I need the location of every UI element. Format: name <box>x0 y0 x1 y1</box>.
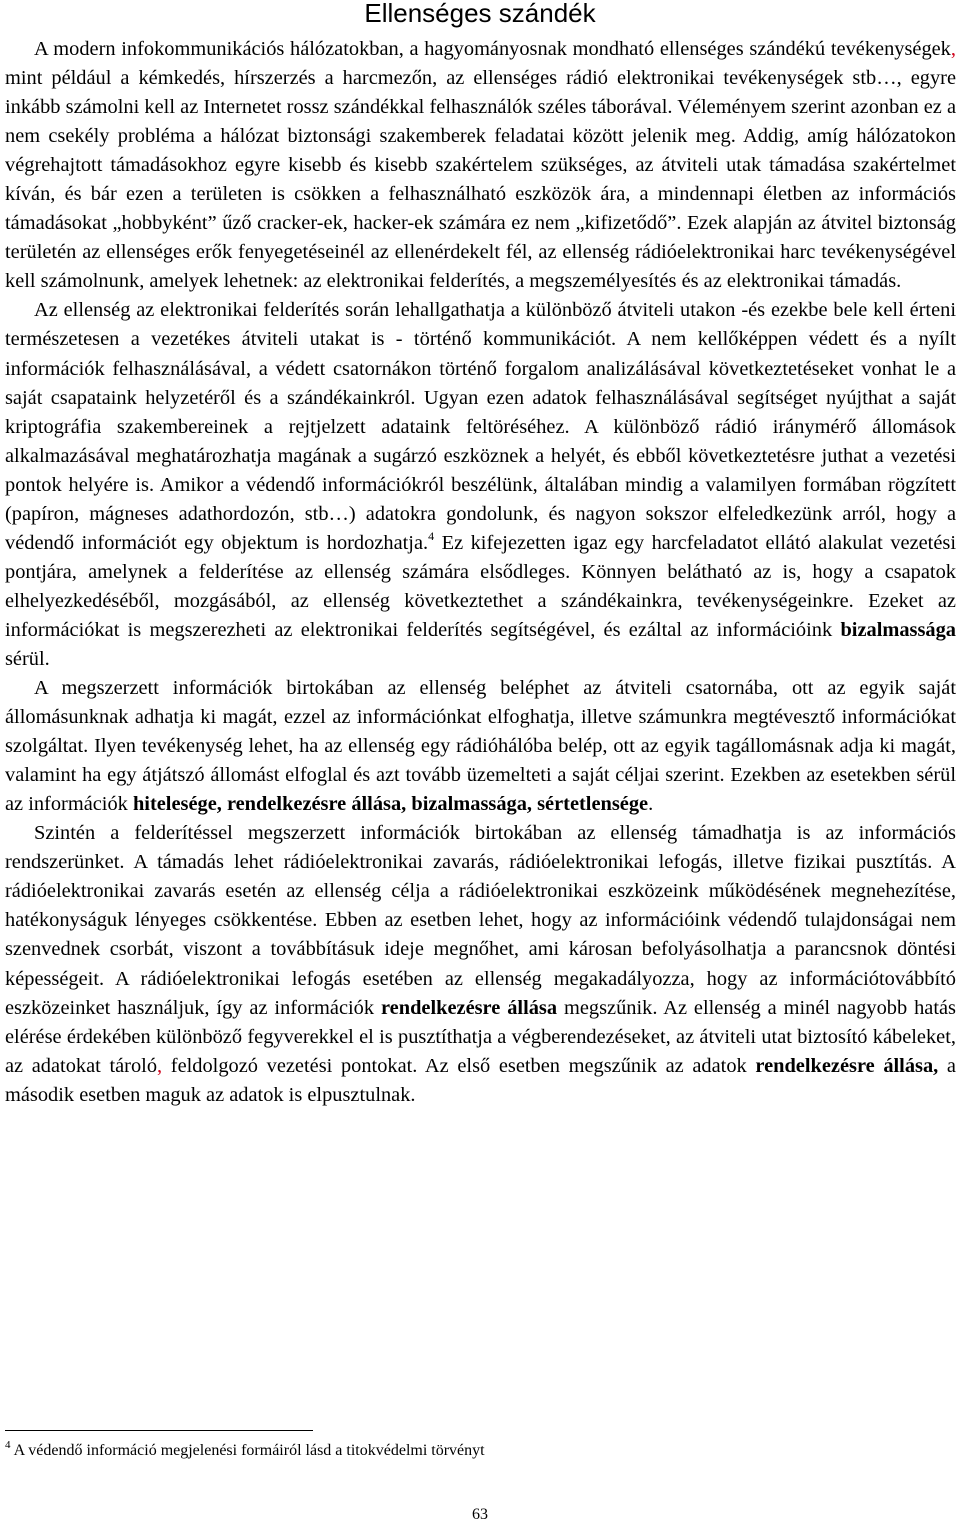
text-run: mint például a kémkedés, hírszerzés a harcmezőn, az ellenséges rádió elektronikai tevékenységek stb…, egyre inkább számolni kell az Internetet rossz szándékkal felhasználók széles táborával. Véleményem szerint azonban ez a nem csekély probléma a hálózat biztonsági szakemberek feladatai között jelenik meg. Addig, amíg hálózatokon végrehajtott támadásokhoz egyre kisebb és kisebb szakértelem szükséges, az átviteli utak támadása szakértelmet kíván, és bár ezen a területen is csökken a felhasználható eszközök ára, a mindennapi életben az információs támadásokat „hobbyként” űző cracker-ek, hacker-ek számára ez nem „kifizetődő”. Ezek alapján az átvitel biztonság területén az ellenséges erők fenyegetéseinél az ellenérdekelt fél, az ellenség rádióelektronikai harc tevékenységével kell számolnunk, amelyek lehetnek: az elektronikai felderítés, a megszemélyesítés és az elektronikai támadás. <box>5 67 956 293</box>
footnote-mark: 4 <box>5 1439 11 1451</box>
red-comma: , <box>157 1054 163 1077</box>
body-text <box>5 35 956 1110</box>
red-comma: , <box>950 38 956 60</box>
bold-term: hitelesége, rendelkezésre állása, bizalmassága, sértetlensége <box>132 793 649 816</box>
paragraph-4 <box>5 819 956 1109</box>
footnote <box>5 1440 945 1462</box>
footnote-text: A védendő információ megjelenési formáiról lásd a titokvédelmi törvényt <box>10 1442 485 1459</box>
bold-term: bizalmassága <box>840 618 956 641</box>
page-title: Ellenséges szándék <box>364 0 596 28</box>
text-run: Az ellenség az elektronikai felderítés során lehallgathatja a különböző átviteli utakon -és ezekbe bele kell érteni természetesen a vezetékes átviteli utakat is - történő kommunikációt. A nem kellőképpen védett és a nyílt információk felhasználásával, a védett csatornákon történő forgalom analizálásával következtetéseket vonhat le a saját csapataink helyzetéről és a szándékainkról. Ugyan ezen adatok felhasználásával segítséget nyújthat a saját kriptográfia szakembereinek a rejtjelzett adataink feltöréséhez. A különböző rádió iránymérő állomások alkalmazásával meghatározhatja magának a sugárzó eszköznek a helyét, és ebből következtetésre juthat a vezetési pontok helyére is. Amikor a védendő információkról beszélünk, általában mindig a valamilyen formában rögzített (papíron, mágneses adathordozón, stb…) adatokra gondolunk, és nagyon sokszor elfeledkezünk arról, hogy a védendő információt egy objektum is hordozhatja. <box>5 299 956 554</box>
footnote-reference[interactable]: 4 <box>428 528 435 543</box>
page-number: 63 <box>472 1506 488 1523</box>
text-run: a második esetben maguk az adatok is elpusztulnak. <box>5 1054 956 1106</box>
text-run: Szintén a felderítéssel megszerzett információk birtokában az ellenség támadhatja is az információs rendszerünket. A támadás lehet rádióelektronikai zavarás, rádióelektronikai lefogás, illetve fizikai pusztítás. A rádióelektronikai zavarás esetén az ellenség célja a rádióelektronikai eszközeink működésének megnehezítése, hatékonyságuk lényeges csökkentése. Ebben az esetben lehet, hogy az információink védendő tulajdonságai nem szenvednek csorbát, viszont a továbbításuk ideje megnőhet, ami károsan befolyásolhatja a parancsnok döntési képességeit. A rádióelektronikai lefogás esetében az ellenség megakadályozza, hogy az információtovábbító eszközeinket használjuk, így az információk <box>5 822 956 1019</box>
footnote-divider <box>5 1430 313 1431</box>
text-run: A megszerzett információk birtokában az ellenség beléphet az átviteli csatornába, ott az egyik saját állomásunknak adhatja ki magát, ezzel az információnkat elfoghatja, illetve számunkra megtévesztő információkat szolgáltat. Ilyen tevékenység lehet, ha az ellenség egy rádióhálóba belép, ott az egyik tagállomásnak adja ki magát, valamint ha egy átjátszó állomást elfoglal és azt tovább üzemelteti a saját céljai szerint. Ezekben az esetekben sérül az információk <box>5 677 956 816</box>
bold-term: rendelkezésre állása <box>381 996 558 1019</box>
text-run: megszűnik. Az ellenség a minél nagyobb hatás elérése érdekében különböző fegyverekkel el is pusztíthatja a végberendezéseket, az átviteli utat biztosító kábeleket, az adatokat tároló <box>5 996 956 1077</box>
paragraph-3 <box>5 674 956 819</box>
text-run: Ez kifejezetten igaz egy harcfeladatot ellátó alakulat vezetési pontjára, amelynek a felderítése az ellenség számára elsődleges. Könnyen belátható az is, hogy a csapatok elhelyezkedéséből, mozgásából, az ellenség következtethet a szándékainkra, tevékenységeinkre. Ezeket az információkat is megszerezheti az elektronikai felderítés segítségével, és ezáltal az információink <box>5 531 956 641</box>
paragraph-2 <box>5 296 956 674</box>
text-run: feldolgozó vezetési pontokat. Az első esetben megszűnik az adatok <box>162 1054 756 1077</box>
text-run: sérül. <box>5 647 50 670</box>
paragraph-1 <box>5 35 956 296</box>
text-run: . <box>648 793 654 816</box>
text-run: A modern infokommunikációs hálózatokban, a hagyományosnak mondható ellenséges szándékú tevékenységek <box>34 38 951 60</box>
bold-term: rendelkezésre állása, <box>755 1054 939 1077</box>
